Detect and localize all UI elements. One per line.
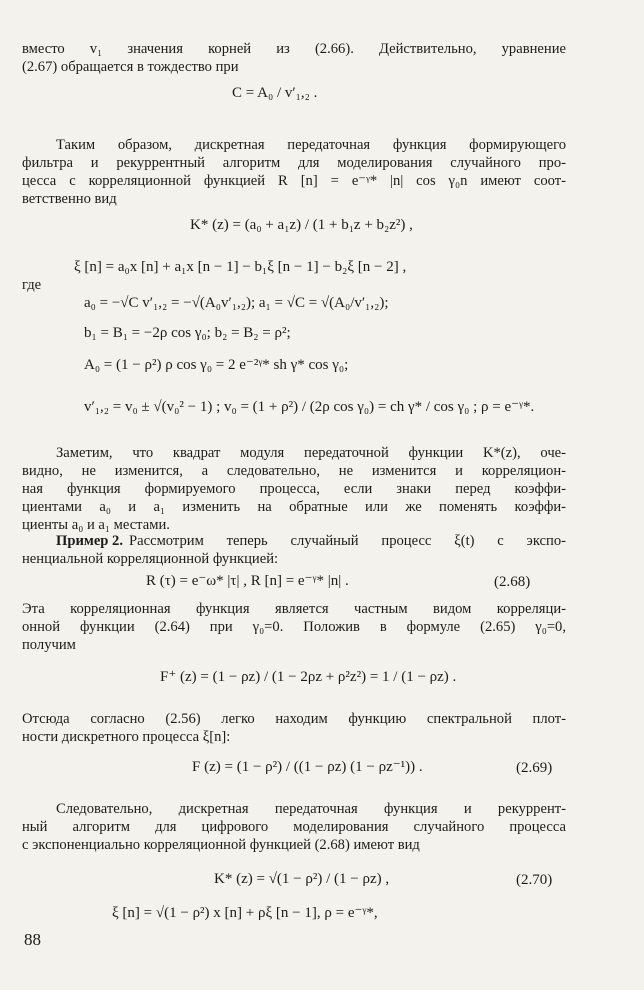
text-line: онной функции (2.64) при γ₀=0. Положив в формуле (2.65) γ₀=0, [22, 619, 566, 635]
text-line: ный алгоритм для цифрового моделирования случайного процесса [22, 819, 566, 835]
text-line: Эта корреляционная функция является частным видом корреляци- [22, 601, 566, 617]
text-line: циенты a₀ и a₁ местами. [22, 517, 170, 533]
equation-k: K* (z) = (a₀ + a₁z) / (1 + b₁z + b₂z²) , [190, 217, 413, 233]
text-line: Следовательно, дискретная передаточная функция и рекуррент- [56, 801, 566, 817]
text-line: Отсюда согласно (2.56) легко находим функцию спектральной плот- [22, 711, 566, 727]
equation-R: R (τ) = e⁻ω* |τ| , R [n] = e⁻ᵞ* |n| . [146, 573, 349, 589]
text-line: Заметим, что квадрат модуля передаточной функции K*(z), оче- [56, 445, 566, 461]
equation-number: (2.70) [516, 872, 553, 888]
text-line: ная функция формируемого процесса, если знаки перед коэффи- [22, 481, 566, 497]
equation-K2: K* (z) = √(1 − ρ²) / (1 − ρz) , [214, 871, 390, 887]
equation-a: a₀ = −√C v′₁,₂ = −√(A₀v′₁,₂); a₁ = √C = √(A₀/v′₁,₂); [84, 295, 389, 311]
text-line: ветственно вид [22, 191, 117, 207]
equation-number: (2.68) [494, 574, 531, 590]
equation-Fplus: F⁺ (z) = (1 − ρz) / (1 − 2ρz + ρ²z²) = 1 / (1 − ρz) . [160, 669, 457, 685]
equation-xi2: ξ [n] = √(1 − ρ²) x [n] + ρξ [n − 1], ρ = e⁻ᵞ*, [112, 905, 378, 921]
text-line: Рассмотрим теперь случайный процесс ξ(t) с экспо- [129, 533, 566, 549]
equation-A0: A₀ = (1 − ρ²) ρ cos γ₀ = 2 e⁻²ᵞ* sh γ* cos γ₀; [84, 357, 349, 373]
text-line: цесса с корреляционной функцией R [n] = e⁻ᵞ* |n| cos γ₀n имеют соот- [22, 173, 566, 189]
text-line: видно, не изменится, а следовательно, не изменится и корреляцион- [22, 463, 566, 479]
equation-number: (2.69) [516, 760, 553, 776]
equation-c: C = A₀ / v′₁,₂ . [232, 85, 318, 101]
equation-b: b₁ = B₁ = −2ρ cos γ₀; b₂ = B₂ = ρ²; [84, 325, 291, 341]
text-line: с экспоненциально корреляционной функцией (2.68) имеют вид [22, 837, 420, 853]
text-line: где [22, 277, 42, 293]
equation-v: v′₁,₂ = v₀ ± √(v₀² − 1) ; v₀ = (1 + ρ²) / (2ρ cos γ₀) = ch γ* / cos γ₀ ; ρ = e⁻ᵞ*. [84, 399, 535, 415]
equation-F: F (z) = (1 − ρ²) / ((1 − ρz) (1 − ρz⁻¹)) . [192, 759, 423, 775]
text-line: фильтра и рекуррентный алгоритм для моделирования случайного про- [22, 155, 566, 171]
text-line: ненциальной корреляционной функцией: [22, 551, 279, 567]
text-line: вместо v₁ значения корней из (2.66). Действительно, уравнение [22, 41, 566, 57]
page-number: 88 [24, 930, 41, 949]
text-line: Таким образом, дискретная передаточная функция формирующего [56, 137, 566, 153]
text-line: циентами a₀ и a₁ изменить на обратные или же поменять коэффи- [22, 499, 566, 515]
example-label: Пример 2. [56, 533, 124, 549]
equation-xi: ξ [n] = a₀x [n] + a₁x [n − 1] − b₁ξ [n − 1] − b₂ξ [n − 2] , [74, 259, 407, 275]
example-line [56, 532, 566, 550]
text-line: ности дискретного процесса ξ[n]: [22, 729, 231, 745]
text-line: (2.67) обращается в тождество при [22, 59, 239, 75]
text-line: получим [22, 637, 76, 653]
